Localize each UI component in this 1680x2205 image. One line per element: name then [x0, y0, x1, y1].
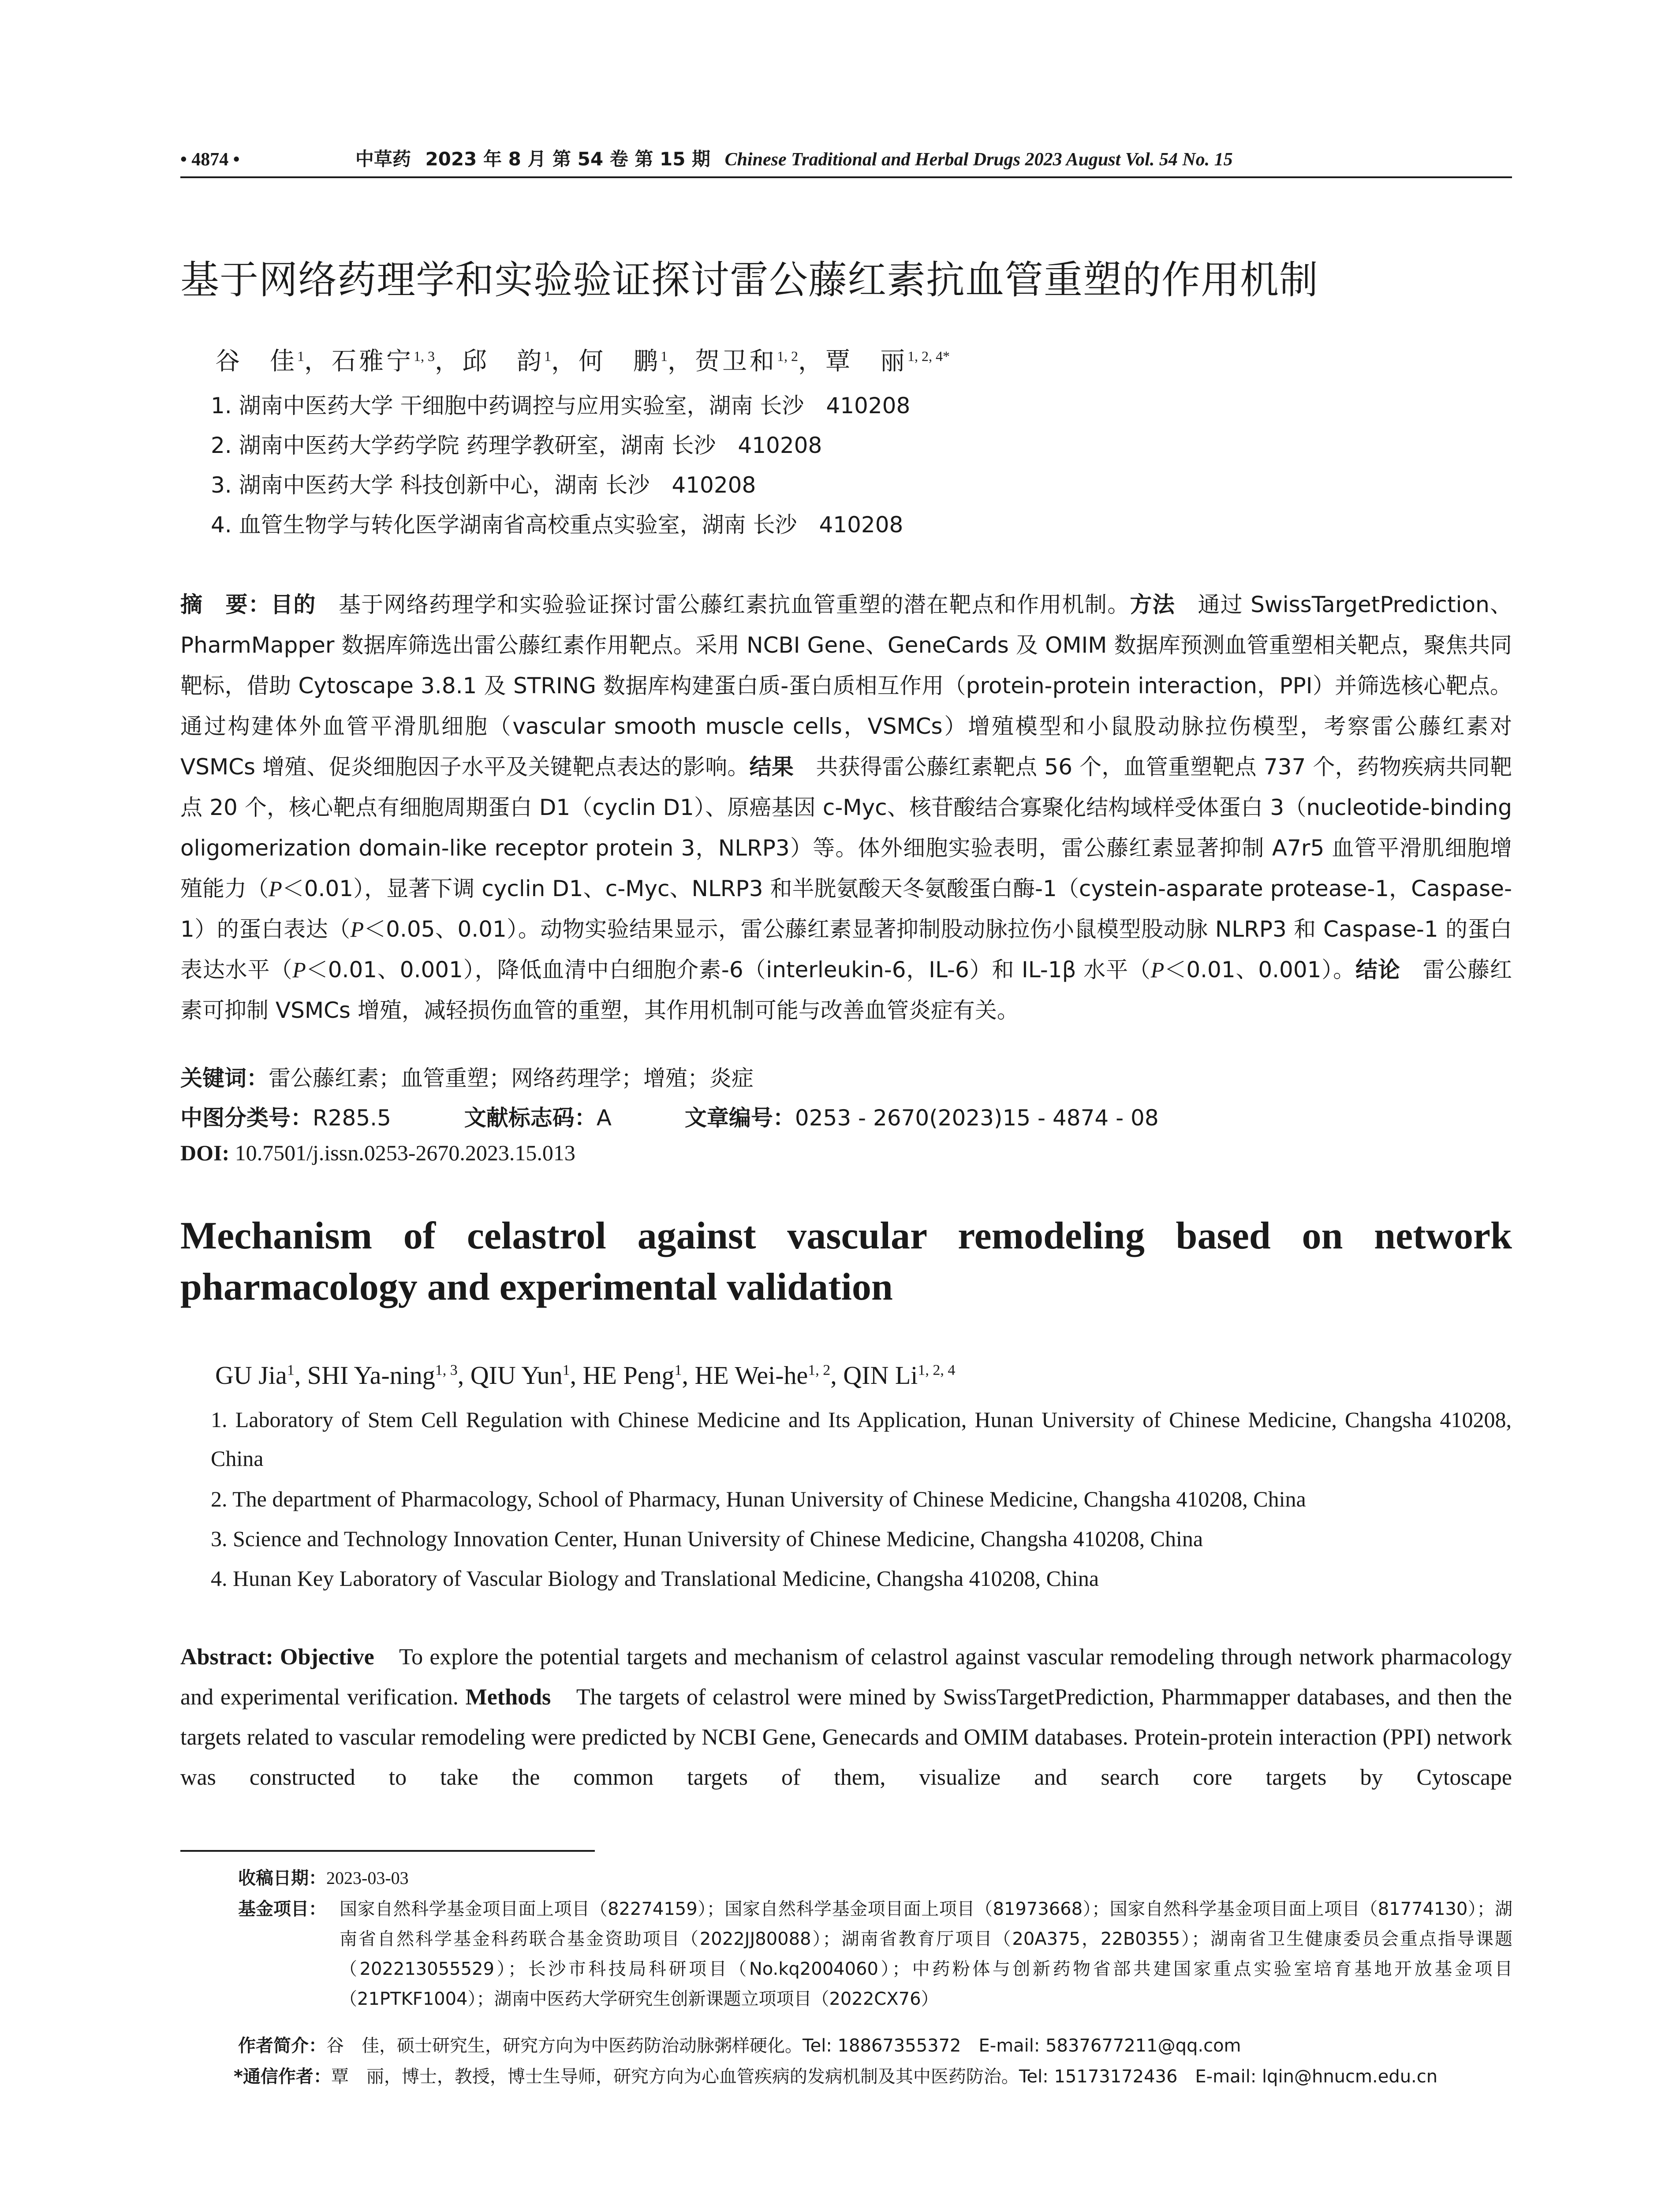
methods-text-cn: 通过 SwissTargetPrediction、PharmMapper 数据库筛选出雷公藤红素作用靶点。采用 NCBI Gene、GeneCards 及 OMIM 数据库预测血管重塑相关靶点，聚焦共同靶标，借助 Cytoscape 3.8.1 及 STRING 数据库构建蛋白质-蛋白质相互作用（protein-protein interaction，PPI）并筛选核心靶点。通过构建体外血管平滑肌细胞（vascular smooth muscle cells，VSMCs）增殖模型和小鼠股动脉拉伤模型，考察雷公藤红素对 VSMCs 增殖、促炎细胞因子水平及关键靶点表达的影响。 — [180, 592, 1512, 780]
objective-label-cn: 目的 — [271, 592, 316, 617]
affiliation-cn-1: 1. 湖南中医药大学 干细胞中药调控与应用实验室，湖南 长沙 410208 — [211, 393, 911, 419]
affiliation-cn-4: 4. 血管生物学与转化医学湖南省高校重点实验室，湖南 长沙 410208 — [211, 512, 903, 538]
en-author-separator: , — [682, 1361, 695, 1390]
affiliation-cn-2: 2. 湖南中医药大学药学院 药理学教研室，湖南 长沙 410208 — [211, 433, 822, 458]
methods-label-en: Methods — [465, 1685, 551, 1710]
cn-author-affiliation-marker: 1 — [297, 348, 304, 364]
running-header — [180, 145, 1516, 180]
cn-author-name: 石雅宁 — [332, 348, 414, 375]
en-author-name: HE Wei-he — [694, 1361, 808, 1390]
journal-name-en: Chinese Traditional and Herbal Drugs 2023 August Vol. 54 No. 15 — [724, 149, 1233, 170]
cn-author-affiliation-marker: 1, 3 — [414, 348, 435, 364]
affiliation-en-4: 4. Hunan Key Laboratory of Vascular Biology and Translational Medicine, Changsha 410208, China — [211, 1566, 1099, 1591]
methods-text-en: The targets of celastrol were mined by SwissTargetPrediction, Pharmmapper databases, and then the targets related to vascular remodeling were predicted by NCBI Gene, Genecards and OMIM databases. Protein-protein interaction (PPI) network was constructed to take the common targets of them, visualize and search core targets by Cytoscape — [180, 1685, 1512, 1790]
doi-label: DOI: — [180, 1140, 230, 1165]
footnote-funding — [238, 1894, 1512, 2014]
corresponding-text: 覃 丽，博士，教授，博士生导师，研究方向为心血管疾病的发病机制及其中医药防治。Tel: 15173172436 E-mail: lqin@hnucm.edu.cn — [331, 2067, 1438, 2087]
footnote-received — [238, 1863, 1512, 1893]
header-rule — [180, 176, 1512, 178]
keywords-label: 关键词： — [180, 1065, 269, 1091]
en-author-name: HE Peng — [582, 1361, 675, 1390]
issue-info-cn: 2023 年 8 月 第 54 卷 第 15 期 — [425, 148, 711, 170]
en-author-separator: , — [457, 1361, 470, 1390]
methods-label-cn: 方法 — [1130, 592, 1176, 617]
journal-name-cn: 中草药 — [355, 148, 411, 170]
cn-author-affiliation-marker: 1, 2 — [777, 348, 798, 364]
cn-author-separator: ， — [551, 348, 579, 375]
article-number-label: 文章编号： — [684, 1105, 795, 1131]
en-author-separator: , — [830, 1361, 844, 1390]
author-list-cn — [215, 342, 950, 377]
p-value-symbol: P — [350, 917, 364, 942]
fund-label: 基金项目： — [238, 1899, 326, 1919]
fund-text: 国家自然科学基金项目面上项目（82274159）；国家自然科学基金项目面上项目（81973668）；国家自然科学基金项目面上项目（81774130）；湖南省自然科学基金科药联合基金资助项目（2022JJ80088）；湖南省教育厅项目（20A375，22B0355）；湖南省卫生健康委员会重点指导课题（202213055529）；长沙市科技局科研项目（No.kq2004060）；中药粉体与创新药物省部共建国家重点实验室培育基地开放基金项目（21PTKF1004）；湖南中医药大学研究生创新课题立项项目（2022CX76） — [340, 1899, 1512, 2009]
corresponding-label: *通信作者： — [234, 2067, 331, 2087]
en-author-separator: , — [570, 1361, 583, 1390]
results-text-cn-4: ＜0.01、0.001），降低血清中白细胞介素-6（interleukin-6，IL-6）和 IL-1β 水平（ — [306, 957, 1151, 983]
en-author-name: GU Jia — [215, 1361, 287, 1390]
en-author-name: QIU Yun — [470, 1361, 563, 1390]
doc-code-value: A — [596, 1105, 612, 1131]
classification-line — [180, 1100, 1159, 1132]
cn-author-affiliation-marker: 1 — [661, 348, 668, 364]
abstract-label-cn: 摘 要： — [180, 592, 271, 617]
conclusion-text-cn: 雷公藤红素可抑制 VSMCs 增殖，减轻损伤血管的重塑，其作用机制可能与改善血管炎症有关。 — [180, 957, 1512, 1023]
en-author-name: SHI Ya-ning — [307, 1361, 435, 1390]
abstract-label-en: Abstract: Objective — [180, 1644, 374, 1670]
en-author-affiliation-marker: 1, 2 — [808, 1362, 831, 1379]
objective-text-cn: 基于网络药理学和实验验证探讨雷公藤红素抗血管重塑的潜在靶点和作用机制。 — [316, 592, 1130, 617]
author-list-en — [215, 1360, 955, 1390]
abstract-en — [180, 1637, 1512, 1798]
cn-author-name: 邱 韵 — [462, 348, 544, 375]
footnote-rule — [180, 1850, 595, 1852]
cn-author-affiliation-marker: 1 — [544, 348, 551, 364]
en-author-affiliation-marker: 1 — [287, 1362, 295, 1379]
author-bio-label: 作者简介： — [238, 2036, 326, 2056]
clc-label: 中图分类号： — [180, 1105, 313, 1131]
page-number: • 4874 • — [180, 149, 240, 170]
en-author-affiliation-marker: 1, 2, 4 — [918, 1362, 956, 1379]
article-title-en: Mechanism of celastrol against vascular remodeling based on network pharmacology and experimental validation — [180, 1215, 1512, 1308]
results-label-cn: 结果 — [749, 754, 794, 780]
en-author-name: QIN Li — [843, 1361, 918, 1390]
p-value-symbol: P — [269, 876, 282, 901]
cn-author-separator: ， — [304, 348, 332, 375]
results-text-cn-2: ＜0.01），显著下调 cyclin D1、c-Myc、NLRP3 和半胱氨酸天冬氨酸蛋白酶-1（cystein-asparate protease-1，Caspase-1）的蛋白表达（ — [180, 876, 1512, 942]
en-author-affiliation-marker: 1 — [562, 1362, 570, 1379]
p-value-symbol: P — [292, 957, 306, 982]
conclusion-label-cn: 结论 — [1355, 957, 1400, 983]
author-bio-text: 谷 佳，硕士研究生，研究方向为中医药防治动脉粥样硬化。Tel: 18867355372 E-mail: 5837677211@qq.com — [326, 2036, 1241, 2056]
cn-author-separator: ， — [668, 348, 695, 375]
affiliation-en-2: 2. The department of Pharmacology, School of Pharmacy, Hunan University of Chinese Medicine, Changsha 410208, China — [211, 1487, 1306, 1511]
cn-author-separator: ， — [798, 348, 825, 375]
affiliation-en-1: 1. Laboratory of Stem Cell Regulation with Chinese Medicine and Its Application, Hunan University of Chinese Medicine, Changsha 410208, China — [211, 1407, 1512, 1471]
article-title-cn: 基于网络药理学和实验验证探讨雷公藤红素抗血管重塑的作用机制 — [180, 257, 1319, 303]
doi-line — [180, 1140, 575, 1166]
affiliation-cn-3: 3. 湖南中医药大学 科技创新中心，湖南 长沙 410208 — [211, 472, 756, 498]
cn-author-name: 覃 丽 — [825, 348, 907, 375]
en-author-affiliation-marker: 1 — [674, 1362, 682, 1379]
p-value-symbol: P — [1150, 957, 1165, 982]
footnote-corresponding — [234, 2062, 1512, 2092]
cn-author-name: 何 鹏 — [579, 348, 661, 375]
clc-value: R285.5 — [313, 1105, 391, 1131]
received-date: 2023-03-03 — [326, 1868, 409, 1888]
affiliation-en-3: 3. Science and Technology Innovation Center, Hunan University of Chinese Medicine, Changsha 410208, China — [211, 1526, 1203, 1551]
cn-author-name: 贺卫和 — [695, 348, 777, 375]
results-text-cn-1: 共获得雷公藤红素靶点 56 个，血管重塑靶点 737 个，药物疾病共同靶点 20 个，核心靶点有细胞周期蛋白 D1（cyclin D1）、原癌基因 c-Myc、核苷酸结合寡聚化结构域样受体蛋白 3（nucleotide-binding oligomerization domain-like receptor protein 3，NLRP3）等。体外细胞实验表明，雷公藤红素显著抑制 A7r5 血管平滑肌细胞增殖能力（ — [180, 754, 1512, 901]
keywords-text: 雷公藤红素；血管重塑；网络药理学；增殖；炎症 — [269, 1065, 754, 1091]
received-label: 收稿日期： — [238, 1868, 326, 1888]
cn-author-affiliation-marker: 1, 2, 4* — [907, 348, 950, 364]
article-number-value: 0253 - 2670(2023)15 - 4874 - 08 — [795, 1105, 1159, 1131]
results-text-cn-3: ＜0.05、0.01）。动物实验结果显示，雷公藤红素显著抑制股动脉拉伤小鼠模型股动脉 NLRP3 和 Caspase-1 的蛋白表达水平（ — [180, 916, 1512, 983]
footnote-author — [238, 2031, 1512, 2061]
objective-text-en: To explore the potential targets and mechanism of celastrol against vascular remodeling through network pharmacology and experimental verification. — [180, 1644, 1512, 1710]
cn-author-name: 谷 佳 — [215, 348, 297, 375]
cn-author-separator: ， — [435, 348, 462, 375]
abstract-cn — [180, 584, 1512, 1031]
keywords-cn — [180, 1061, 754, 1092]
results-text-cn-5: ＜0.01、0.001）。 — [1164, 957, 1355, 983]
doc-code-label: 文献标志码： — [464, 1105, 597, 1131]
doi-value: 10.7501/j.issn.0253-2670.2023.15.013 — [235, 1140, 575, 1165]
en-author-affiliation-marker: 1, 3 — [435, 1362, 458, 1379]
en-author-separator: , — [294, 1361, 307, 1390]
